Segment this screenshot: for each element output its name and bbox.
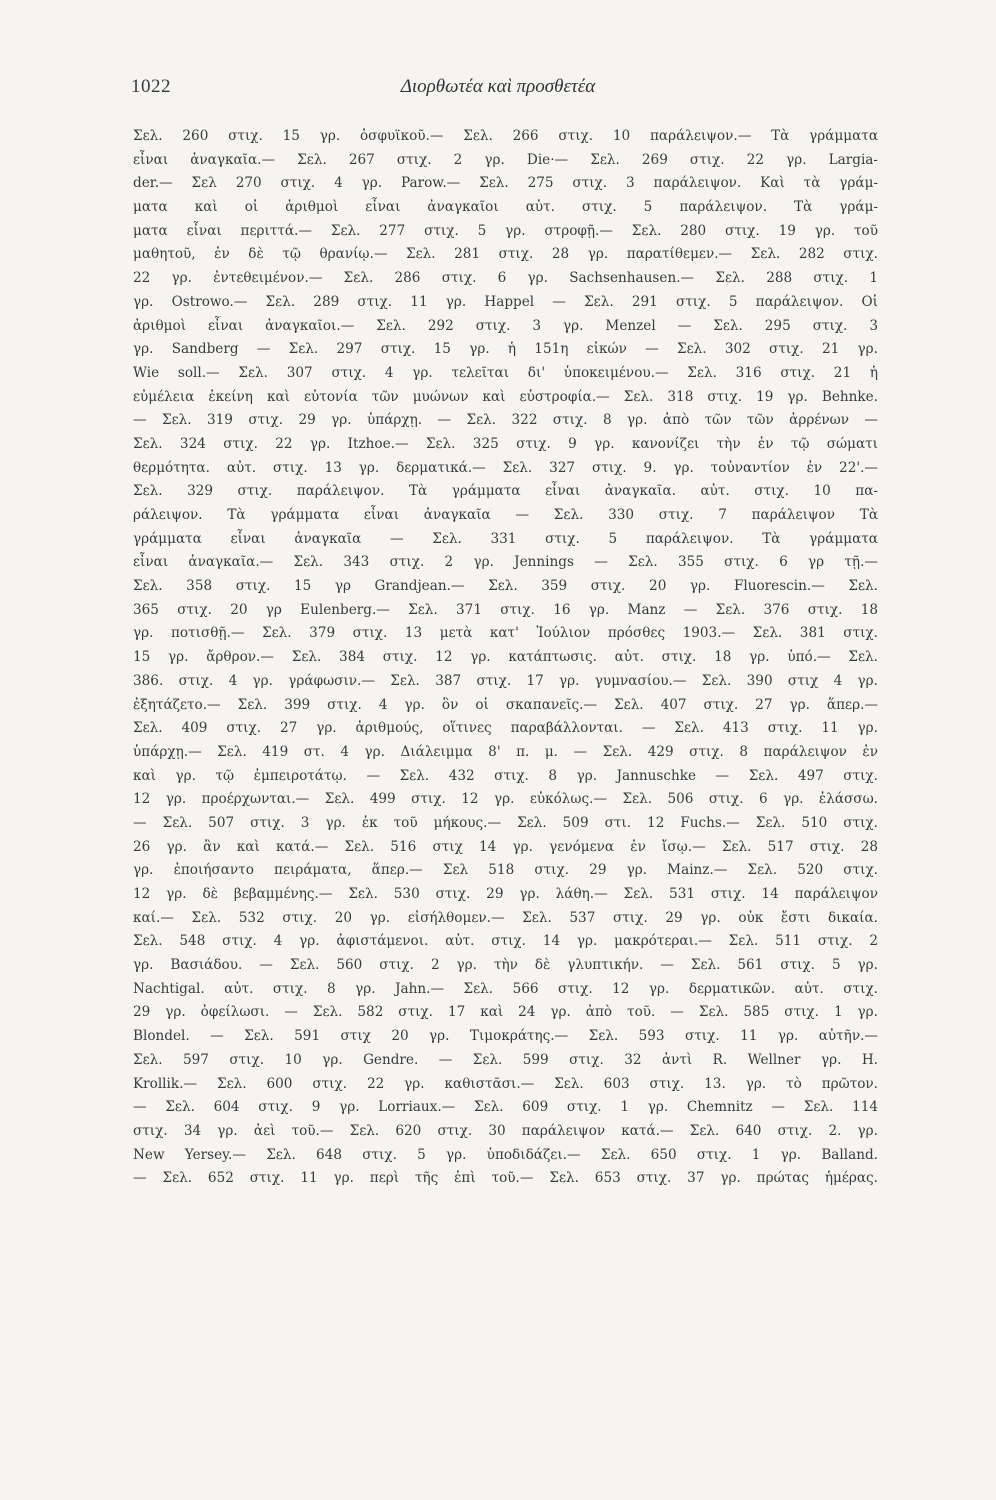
errata-line: — Σελ. 319 στιχ. 29 γρ. ὑπάρχῃ. — Σελ. 322 στιχ. 8 γρ. ἀπὸ τῶν τῶν ἀρρένων —: [133, 412, 878, 429]
errata-line: 12 γρ. δὲ βεβαμμένης.— Σελ. 530 στιχ. 29 γρ. λάθη.— Σελ. 531 στιχ. 14 παράλειψον: [133, 886, 878, 902]
errata-line: Krollik.— Σελ. 600 στιχ. 22 γρ. καθιστᾶσι.— Σελ. 603 στιχ. 13. γρ. τὸ πρῶτον.: [133, 1075, 878, 1092]
errata-line: 15 γρ. ἄρθρον.— Σελ. 384 στιχ. 12 γρ. κατάπτωσις. αὐτ. στιχ. 18 γρ. ὑπό.— Σελ.: [133, 649, 878, 666]
errata-line: ματα εἶναι περιττά.— Σελ. 277 στιχ. 5 γρ. στροφῇ.— Σελ. 280 στιχ. 19 γρ. τοῦ: [133, 222, 878, 239]
errata-line: στιχ. 34 γρ. ἀεὶ τοῦ.— Σελ. 620 στιχ. 30 παράλειψον κατά.— Σελ. 640 στιχ. 2. γρ.: [133, 1122, 878, 1139]
errata-line: ματα καὶ οἱ ἀριθμοὶ εἶναι ἀναγκαῖοι αὐτ. στιχ. 5 παράλειψον. Τὰ γράμ-: [133, 199, 878, 216]
errata-line: 26 γρ. ἂν καὶ κατά.— Σελ. 516 στιχ 14 γρ. γενόμενα ἐν ἴσῳ.— Σελ. 517 στιχ. 28: [133, 838, 878, 855]
errata-line: 29 γρ. ὀφείλωσι. — Σελ. 582 στιχ. 17 καὶ 24 γρ. ἀπὸ τοῦ. — Σελ. 585 στιχ. 1 γρ.: [133, 1004, 878, 1021]
page-number: 1022: [131, 76, 171, 97]
errata-line: Σελ. 409 στιχ. 27 γρ. ἀριθμούς, οἵτινες παραβάλλονται. — Σελ. 413 στιχ. 11 γρ.: [133, 720, 878, 737]
errata-line: ράλειψον. Τὰ γράμματα εἶναι ἀναγκαῖα — Σελ. 330 στιχ. 7 παράλειψον Τὰ: [133, 507, 878, 523]
errata-line: Σελ. 358 στιχ. 15 γρ Grandjean.— Σελ. 359 στιχ. 20 γρ. Fluorescin.— Σελ.: [133, 578, 878, 595]
running-title: Διορθωτέα καὶ προσθετέα: [400, 76, 596, 97]
errata-line: ἐξητάζετο.— Σελ. 399 στιχ. 4 γρ. ὃν οἱ σκαπανεῖς.— Σελ. 407 στιχ. 27 γρ. ἅπερ.—: [133, 696, 878, 713]
errata-line: εἶναι ἀναγκαῖα.— Σελ. 267 στιχ. 2 γρ. Die·— Σελ. 269 στιχ. 22 γρ. Largia-: [133, 151, 878, 168]
errata-line: εὐμέλεια ἐκείνη καὶ εὐτονία τῶν μυώνων καὶ εὐστροφία.— Σελ. 318 στιχ. 19 γρ. Behnke.: [133, 388, 878, 405]
errata-line: 22 γρ. ἐντεθειμένον.— Σελ. 286 στιχ. 6 γρ. Sachsenhausen.— Σελ. 288 στιχ. 1: [133, 270, 878, 287]
errata-line: Σελ. 260 στιχ. 15 γρ. ὀσφυϊκοῦ.— Σελ. 266 στιχ. 10 παράλειψον.— Τὰ γράμματα: [133, 128, 878, 144]
errata-line: θερμότητα. αὐτ. στιχ. 13 γρ. δερματικά.— Σελ. 327 στιχ. 9. γρ. τοὐναντίον ἐν 22'.—: [133, 459, 878, 476]
errata-line: Σελ. 548 στιχ. 4 γρ. ἀφιστάμενοι. αὐτ. στιχ. 14 γρ. μακρότεραι.— Σελ. 511 στιχ. 2: [133, 933, 878, 950]
errata-line: der.— Σελ 270 στιχ. 4 γρ. Parow.— Σελ. 275 στιχ. 3 παράλειψον. Καὶ τὰ γράμ-: [133, 175, 878, 192]
errata-line: Blondel. — Σελ. 591 στιχ 20 γρ. Τιμοκράτης.— Σελ. 593 στιχ. 11 γρ. αὐτῆν.—: [133, 1028, 878, 1045]
errata-line: γρ. Sandberg — Σελ. 297 στιχ. 15 γρ. ἡ 151η εἰκών — Σελ. 302 στιχ. 21 γρ.: [133, 341, 878, 358]
errata-line: 365 στιχ. 20 γρ Eulenberg.— Σελ. 371 στιχ. 16 γρ. Manz — Σελ. 376 στιχ. 18: [133, 601, 878, 618]
errata-line: Σελ. 329 στιχ. παράλειψον. Τὰ γράμματα εἶναι ἀναγκαῖα. αὐτ. στιχ. 10 πα-: [133, 483, 878, 500]
errata-line: γρ. Βασιάδου. — Σελ. 560 στιχ. 2 γρ. τὴν δὲ γλυπτικήν. — Σελ. 561 στιχ. 5 γρ.: [133, 957, 878, 974]
errata-line: γρ. ποτισθῇ.— Σελ. 379 στιχ. 13 μετὰ κατ' Ἰούλιον πρόσθες 1903.— Σελ. 381 στιχ.: [133, 625, 878, 642]
errata-line: Nachtigal. αὐτ. στιχ. 8 γρ. Jahn.— Σελ. 566 στιχ. 12 γρ. δερματικῶν. αὐτ. στιχ.: [133, 980, 878, 997]
errata-line: καί.— Σελ. 532 στιχ. 20 γρ. εἰσήλθομεν.— Σελ. 537 στιχ. 29 γρ. οὐκ ἔστι δικαία.: [133, 909, 878, 926]
errata-line: 12 γρ. προέρχωνται.— Σελ. 499 στιχ. 12 γρ. εὐκόλως.— Σελ. 506 στιχ. 6 γρ. ἐλάσσω.: [133, 791, 878, 808]
errata-line: εἶναι ἀναγκαῖα.— Σελ. 343 στιχ. 2 γρ. Jennings — Σελ. 355 στιχ. 6 γρ τῇ.—: [133, 554, 878, 571]
errata-line: 386. στιχ. 4 γρ. γράφωσιν.— Σελ. 387 στιχ. 17 γρ. γυμνασίου.— Σελ. 390 στιχ 4 γρ.: [133, 672, 878, 689]
errata-line: γρ. ἐποιήσαντο πειράματα, ἅπερ.— Σελ 518 στιχ. 29 γρ. Mainz.— Σελ. 520 στιχ.: [133, 862, 878, 879]
errata-line: Σελ. 324 στιχ. 22 γρ. Itzhoe.— Σελ. 325 στιχ. 9 γρ. κανονίζει τὴν ἐν τῷ σώματι: [133, 435, 878, 452]
errata-line: — Σελ. 507 στιχ. 3 γρ. ἐκ τοῦ μήκους.— Σελ. 509 στι. 12 Fuchs.— Σελ. 510 στιχ.: [133, 814, 878, 831]
errata-line: — Σελ. 604 στιχ. 9 γρ. Lorriaux.— Σελ. 609 στιχ. 1 γρ. Chemnitz — Σελ. 114: [133, 1099, 878, 1116]
errata-line: ἀριθμοὶ εἶναι ἀναγκαῖοι.— Σελ. 292 στιχ. 3 γρ. Menzel — Σελ. 295 στιχ. 3: [133, 317, 878, 334]
errata-body: [133, 125, 878, 1295]
errata-line: Σελ. 597 στιχ. 10 γρ. Gendre. — Σελ. 599 στιχ. 32 ἀντὶ R. Wellner γρ. H.: [133, 1051, 878, 1068]
errata-line: ὑπάρχῃ.— Σελ. 419 στ. 4 γρ. Διάλειμμα 8' π. μ. — Σελ. 429 στιχ. 8 παράλειψον ἐν: [133, 743, 878, 760]
errata-line: — Σελ. 652 στιχ. 11 γρ. περὶ τῆς ἐπὶ τοῦ.— Σελ. 653 στιχ. 37 γρ. πρώτας ἡμέρας.: [133, 1170, 878, 1187]
errata-line: καὶ γρ. τῷ ἐμπειροτάτῳ. — Σελ. 432 στιχ. 8 γρ. Jannuschke — Σελ. 497 στιχ.: [133, 767, 878, 784]
errata-line: γράμματα εἶναι ἀναγκαῖα — Σελ. 331 στιχ. 5 παράλειψον. Τὰ γράμματα: [133, 530, 878, 547]
errata-line: Wie soll.— Σελ. 307 στιχ. 4 γρ. τελεῖται δι' ὑποκειμένου.— Σελ. 316 στιχ. 21 ἡ: [133, 364, 878, 381]
errata-line: γρ. Ostrowo.— Σελ. 289 στιχ. 11 γρ. Happel — Σελ. 291 στιχ. 5 παράλειψον. Οἱ: [133, 293, 878, 310]
errata-line: New Yersey.— Σελ. 648 στιχ. 5 γρ. ὑποδιδάζει.— Σελ. 650 στιχ. 1 γρ. Balland.: [133, 1146, 878, 1163]
errata-line: μαθητοῦ, ἐν δὲ τῷ θρανίῳ.— Σελ. 281 στιχ. 28 γρ. παρατίθεμεν.— Σελ. 282 στιχ.: [133, 246, 878, 263]
